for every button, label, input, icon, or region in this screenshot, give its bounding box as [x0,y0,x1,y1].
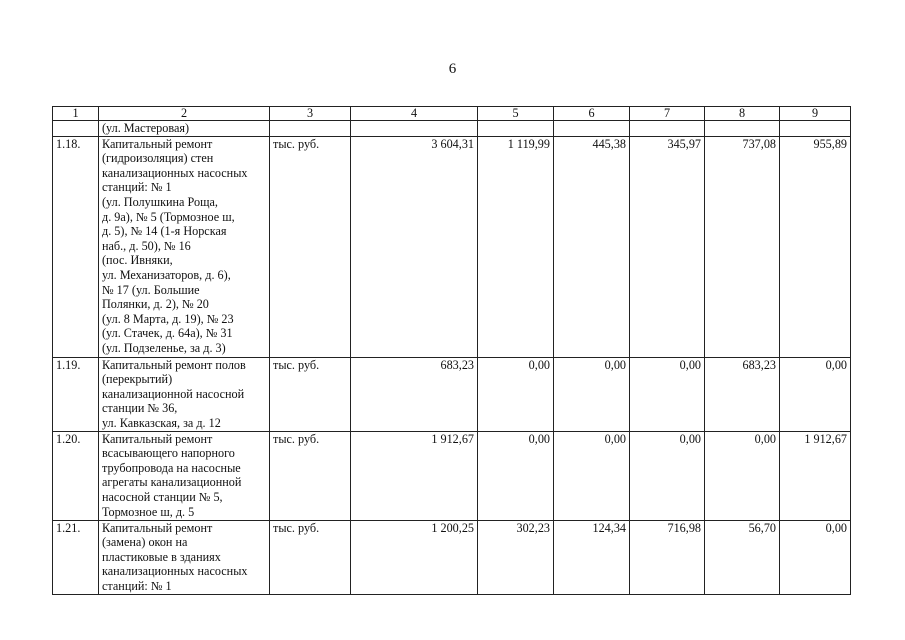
row-name-line: № 17 (ул. Большие [102,282,200,297]
column-number: 7 [630,107,705,121]
value-cell-total: 1 912,67 [351,431,478,520]
column-number-row [53,107,851,121]
row-name-cell [99,357,270,431]
column-number: 8 [705,107,780,121]
row-name-line: (ул. Полушкина Роща, [102,194,218,209]
value-cell: 0,00 [705,431,780,520]
row-name-line: станций: № 1 [102,180,172,195]
value-cell: 445,38 [554,136,630,357]
row-name-line: ул. Механизаторов, д. 6), [102,267,231,282]
table-row [53,357,851,431]
row-name-line: Капитальный ремонт [102,136,213,151]
table-row [53,136,851,357]
column-number: 5 [478,107,554,121]
value-cell: 716,98 [630,520,705,594]
page-number: 6 [448,61,457,77]
table-row [53,520,851,594]
value-cell: 0,00 [780,520,851,594]
column-number: 1 [53,107,99,121]
row-number-cell: 1.19. [53,357,99,431]
row-name-line: (ул. Мастеровая) [102,121,190,135]
row-name-cell [99,136,270,357]
value-cell: 1 119,99 [478,136,554,357]
value-cell: 737,08 [705,136,780,357]
value-cell-total: 3 604,31 [351,136,478,357]
row-name-line: станций: № 1 [102,578,172,593]
row-name-line: Капитальный ремонт [102,431,213,446]
row-name-line: (гидроизоляция) стен [102,151,214,166]
value-cell [351,121,478,137]
row-name-line: всасывающего напорного [102,446,235,461]
value-cell [554,121,630,137]
value-cell: 124,34 [554,520,630,594]
row-name-line: пластиковые в зданиях [102,549,221,564]
row-name-line: (ул. Стачек, д. 64а), № 31 [102,326,233,341]
column-number: 6 [554,107,630,121]
column-number: 3 [270,107,351,121]
value-cell [630,121,705,137]
continuation-row [53,121,851,137]
value-cell: 0,00 [630,431,705,520]
row-number-cell [53,121,99,137]
value-cell [705,121,780,137]
row-name-line: (ул. 8 Марта, д. 19), № 23 [102,311,234,326]
value-cell: 0,00 [554,431,630,520]
value-cell-total: 1 200,25 [351,520,478,594]
row-name-line: канализационных насосных [102,165,248,180]
value-cell: 0,00 [630,357,705,431]
row-name-line: трубопровода на насосные [102,460,241,475]
unit-cell: тыс. руб. [270,431,351,520]
row-name-line: (ул. Подзеленье, за д. 3) [102,340,226,355]
row-number-cell: 1.18. [53,136,99,357]
value-cell: 302,23 [478,520,554,594]
unit-cell [270,121,351,137]
row-number-cell: 1.20. [53,431,99,520]
row-name-line: наб., д. 50), № 16 [102,238,191,253]
row-name-line: д. 9а), № 5 (Тормозное ш, [102,209,235,224]
row-name-line: (перекрытий) [102,372,173,387]
row-name-line: д. 5), № 14 (1-я Норская [102,224,227,239]
row-name-line: Капитальный ремонт [102,520,213,535]
value-cell: 0,00 [478,357,554,431]
unit-cell: тыс. руб. [270,357,351,431]
value-cell [780,121,851,137]
row-name-cell [99,431,270,520]
column-number: 9 [780,107,851,121]
unit-cell: тыс. руб. [270,136,351,357]
value-cell: 0,00 [554,357,630,431]
value-cell: 0,00 [478,431,554,520]
row-name-line: Капитальный ремонт полов [102,357,246,372]
value-cell: 955,89 [780,136,851,357]
value-cell: 56,70 [705,520,780,594]
budget-table [52,106,851,595]
value-cell [478,121,554,137]
row-name-line: (пос. Ивняки, [102,253,173,268]
row-name-line: Тормозное ш, д. 5 [102,504,195,519]
row-name-line: (замена) окон на [102,535,188,550]
table-row [53,431,851,520]
row-name-line: насосной станции № 5, [102,489,223,504]
value-cell: 683,23 [705,357,780,431]
row-name-line: агрегаты канализационной [102,475,242,490]
unit-cell: тыс. руб. [270,520,351,594]
row-number-cell: 1.21. [53,520,99,594]
row-name-line: канализационной насосной [102,386,245,401]
value-cell-total: 683,23 [351,357,478,431]
row-name-line: канализационных насосных [102,564,248,579]
row-name-line: Полянки, д. 2), № 20 [102,297,209,312]
value-cell: 345,97 [630,136,705,357]
column-number: 2 [99,107,270,121]
row-name-cell [99,520,270,594]
value-cell: 1 912,67 [780,431,851,520]
column-number: 4 [351,107,478,121]
row-name-line: станции № 36, [102,401,178,416]
row-name-cell [99,121,270,137]
value-cell: 0,00 [780,357,851,431]
row-name-line: ул. Кавказская, за д. 12 [102,415,221,430]
